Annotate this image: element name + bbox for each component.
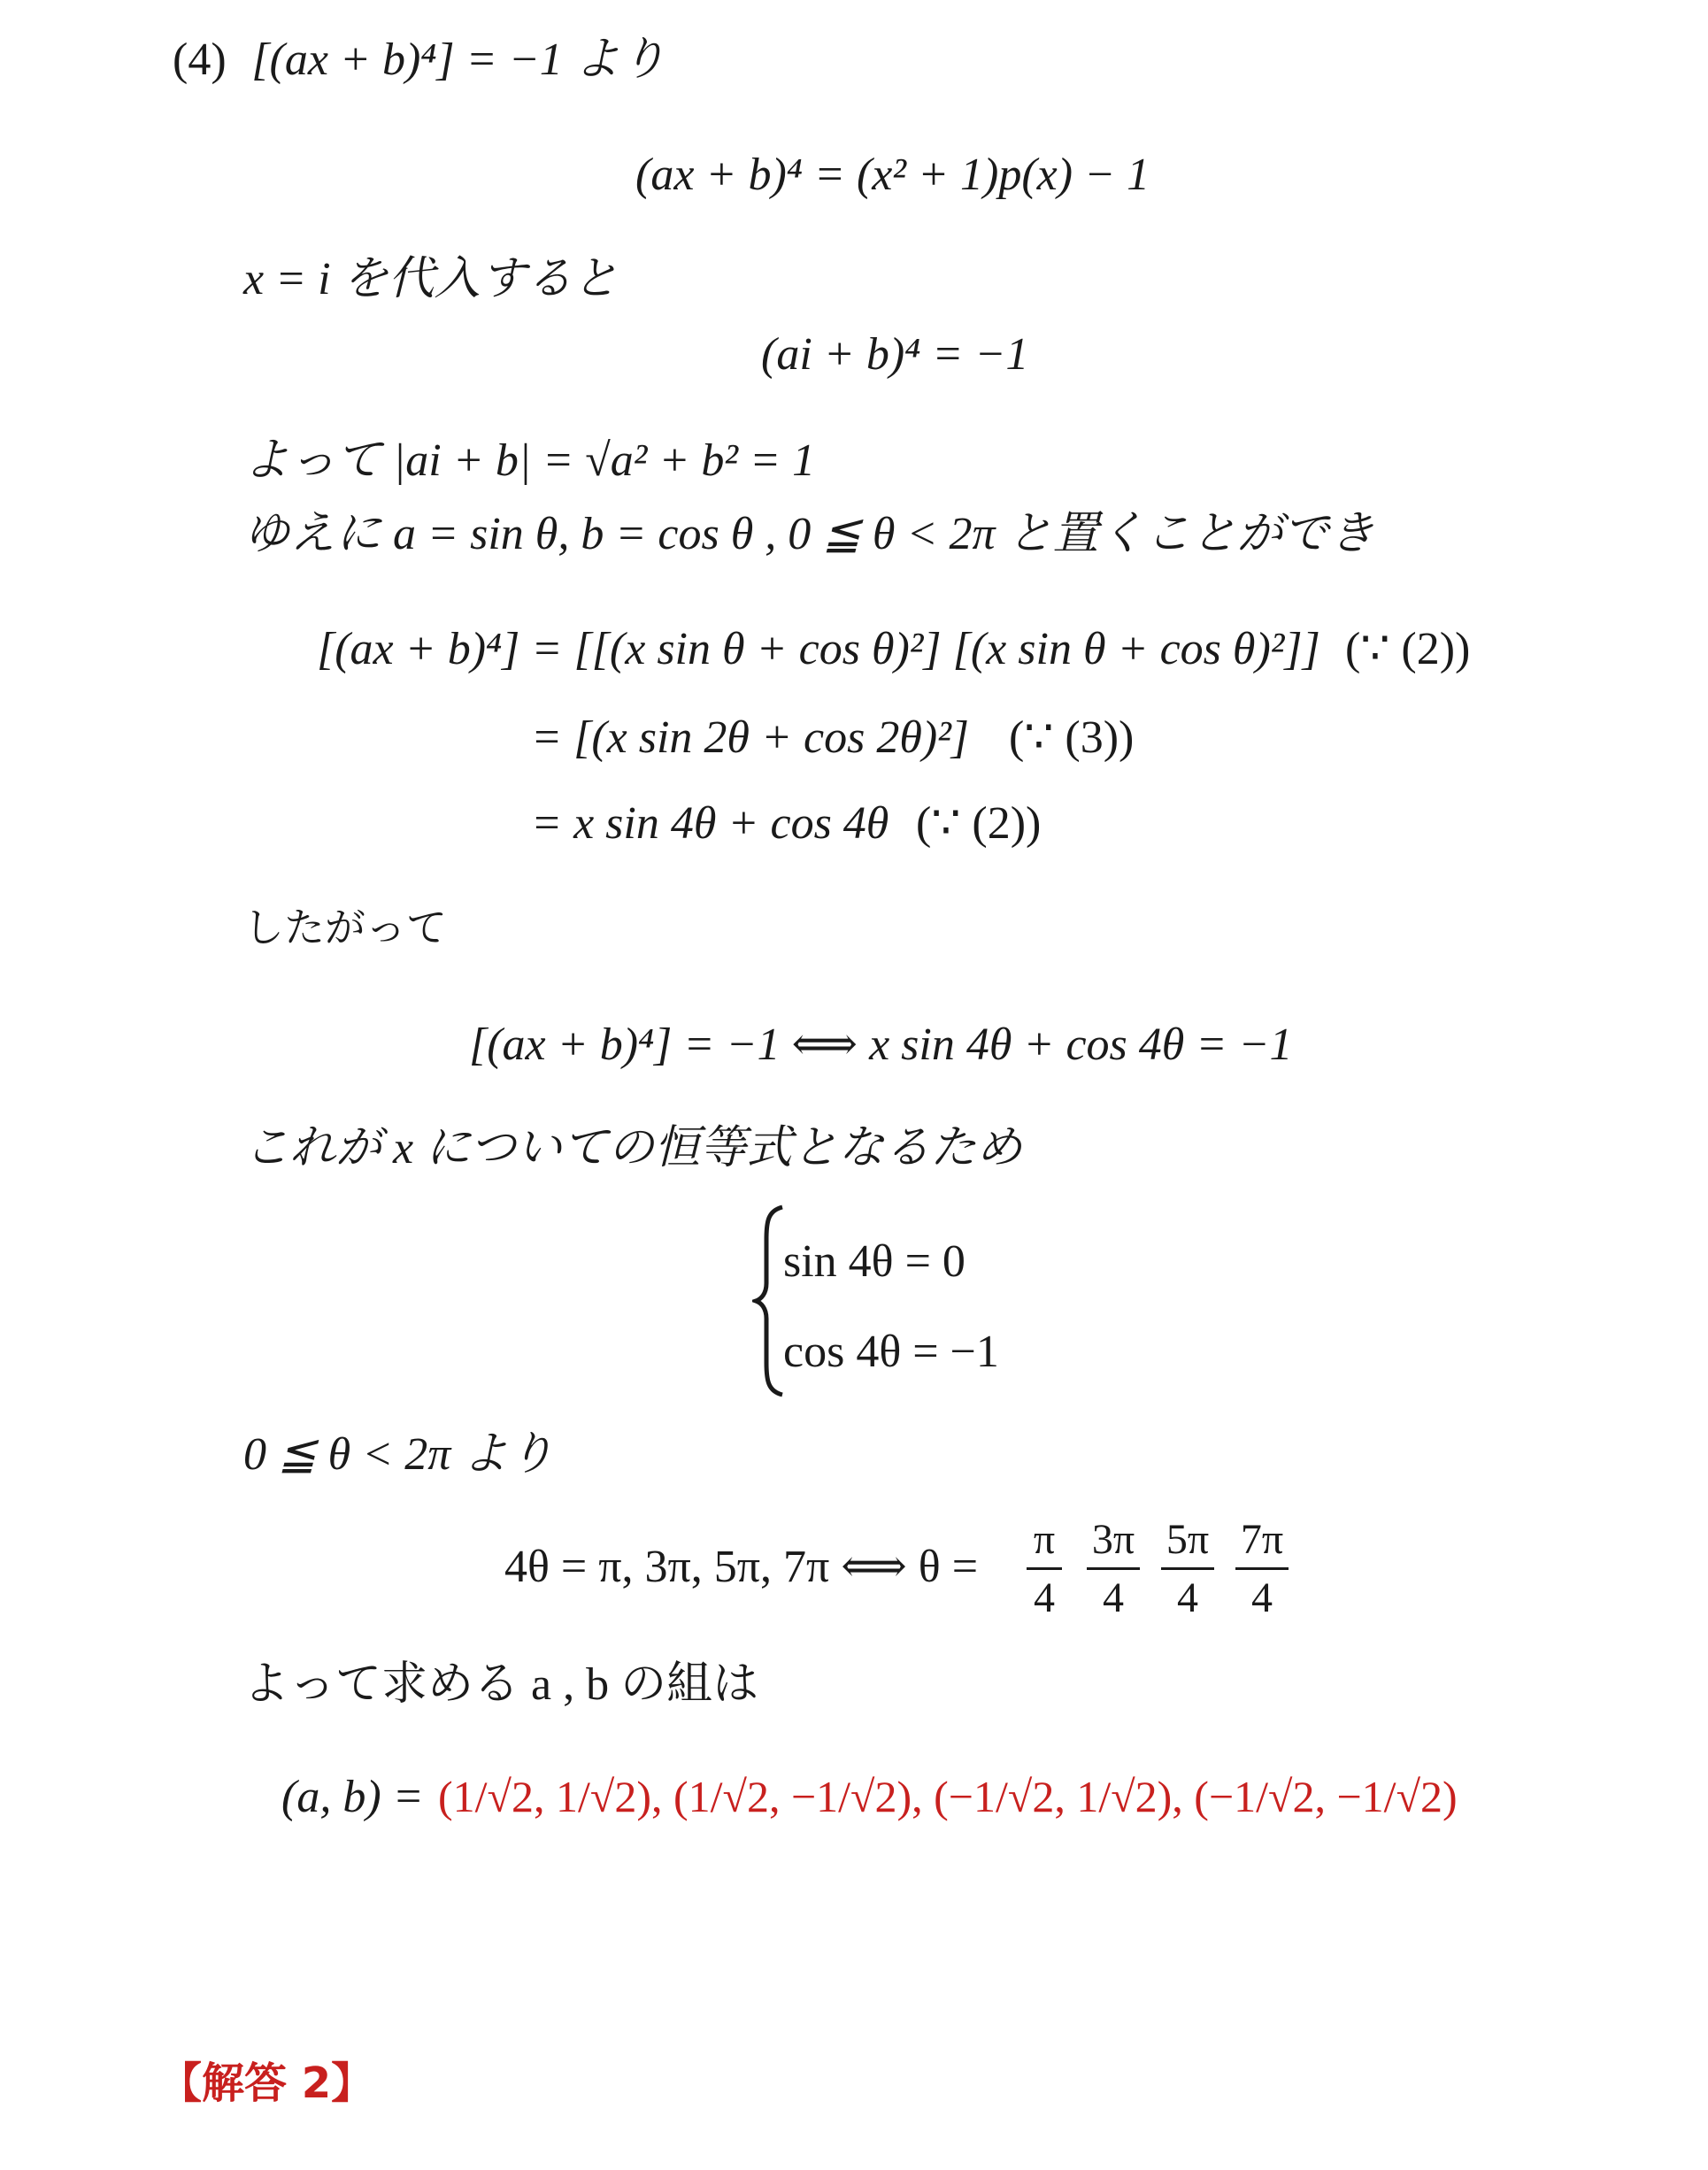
substitution-text: x = i を代入すると [243,254,619,304]
solve-fractions [1027,1515,1310,1621]
range-text: 0 ≦ θ < 2π より [243,1429,555,1480]
system-brace [752,1204,788,1398]
fraction-den: 4 [1251,1574,1273,1621]
derivation-reason-2: (∵ (3)) [1009,712,1135,763]
equation-1: (ax + b)⁴ = (x² + 1)p(x) − 1 [635,150,1150,200]
intro-equation: [(ax + b)⁴] = −1 より [251,35,666,85]
derivation-reason-1: (∵ (2)) [1345,624,1471,674]
identity-text: これが x についての恒等式となるため [243,1123,1023,1173]
fraction-den: 4 [1103,1574,1124,1621]
equation-2: (ai + b)⁴ = −1 [761,329,1029,380]
parameterization-text: ゆえに a = sin θ, b = cos θ , 0 ≦ θ < 2π と置くことができ [243,509,1375,559]
result-text: よって求める a , b の組は [243,1659,759,1710]
answer-values: (1/√2, 1/√2), (1/√2, −1/√2), (−1/√2, 1/√2), (−1/√2, −1/√2) [438,1772,1458,1821]
section-label: 【解答 2】 [159,2058,374,2108]
system-equation-1: sin 4θ = 0 [783,1236,966,1287]
derivation-reason-3: (∵ (2)) [916,798,1042,849]
fraction-num: 3π [1091,1516,1135,1563]
system-equation-2: cos 4θ = −1 [783,1327,999,1377]
problem-intro [173,37,666,83]
therefore-text: したがって [243,904,447,951]
fraction-den: 4 [1034,1574,1055,1621]
solve-left: 4θ = π, 3π, 5π, 7π ⟺ θ = [504,1542,979,1592]
derivation-line-2: = [(x sin 2θ + cos 2θ)²] [531,712,970,763]
derivation-line-3: = x sin 4θ + cos 4θ [531,798,889,849]
answer-lhs: (a, b) = [281,1772,424,1822]
fraction-num: π [1033,1516,1056,1563]
fraction-num: 5π [1166,1516,1210,1563]
absolute-value-text: よって |ai + b| = √a² + b² = 1 [243,435,816,486]
derivation-line-1: [(ax + b)⁴] = [[(x sin θ + cos θ)²] [(x sin θ + cos θ)²]] [317,624,1320,674]
equivalence-equation: [(ax + b)⁴] = −1 ⟺ x sin 4θ + cos 4θ = −1 [469,1020,1293,1070]
fraction-den: 4 [1177,1574,1198,1621]
problem-label: (4) [173,35,227,85]
fraction-num: 7π [1240,1516,1284,1563]
